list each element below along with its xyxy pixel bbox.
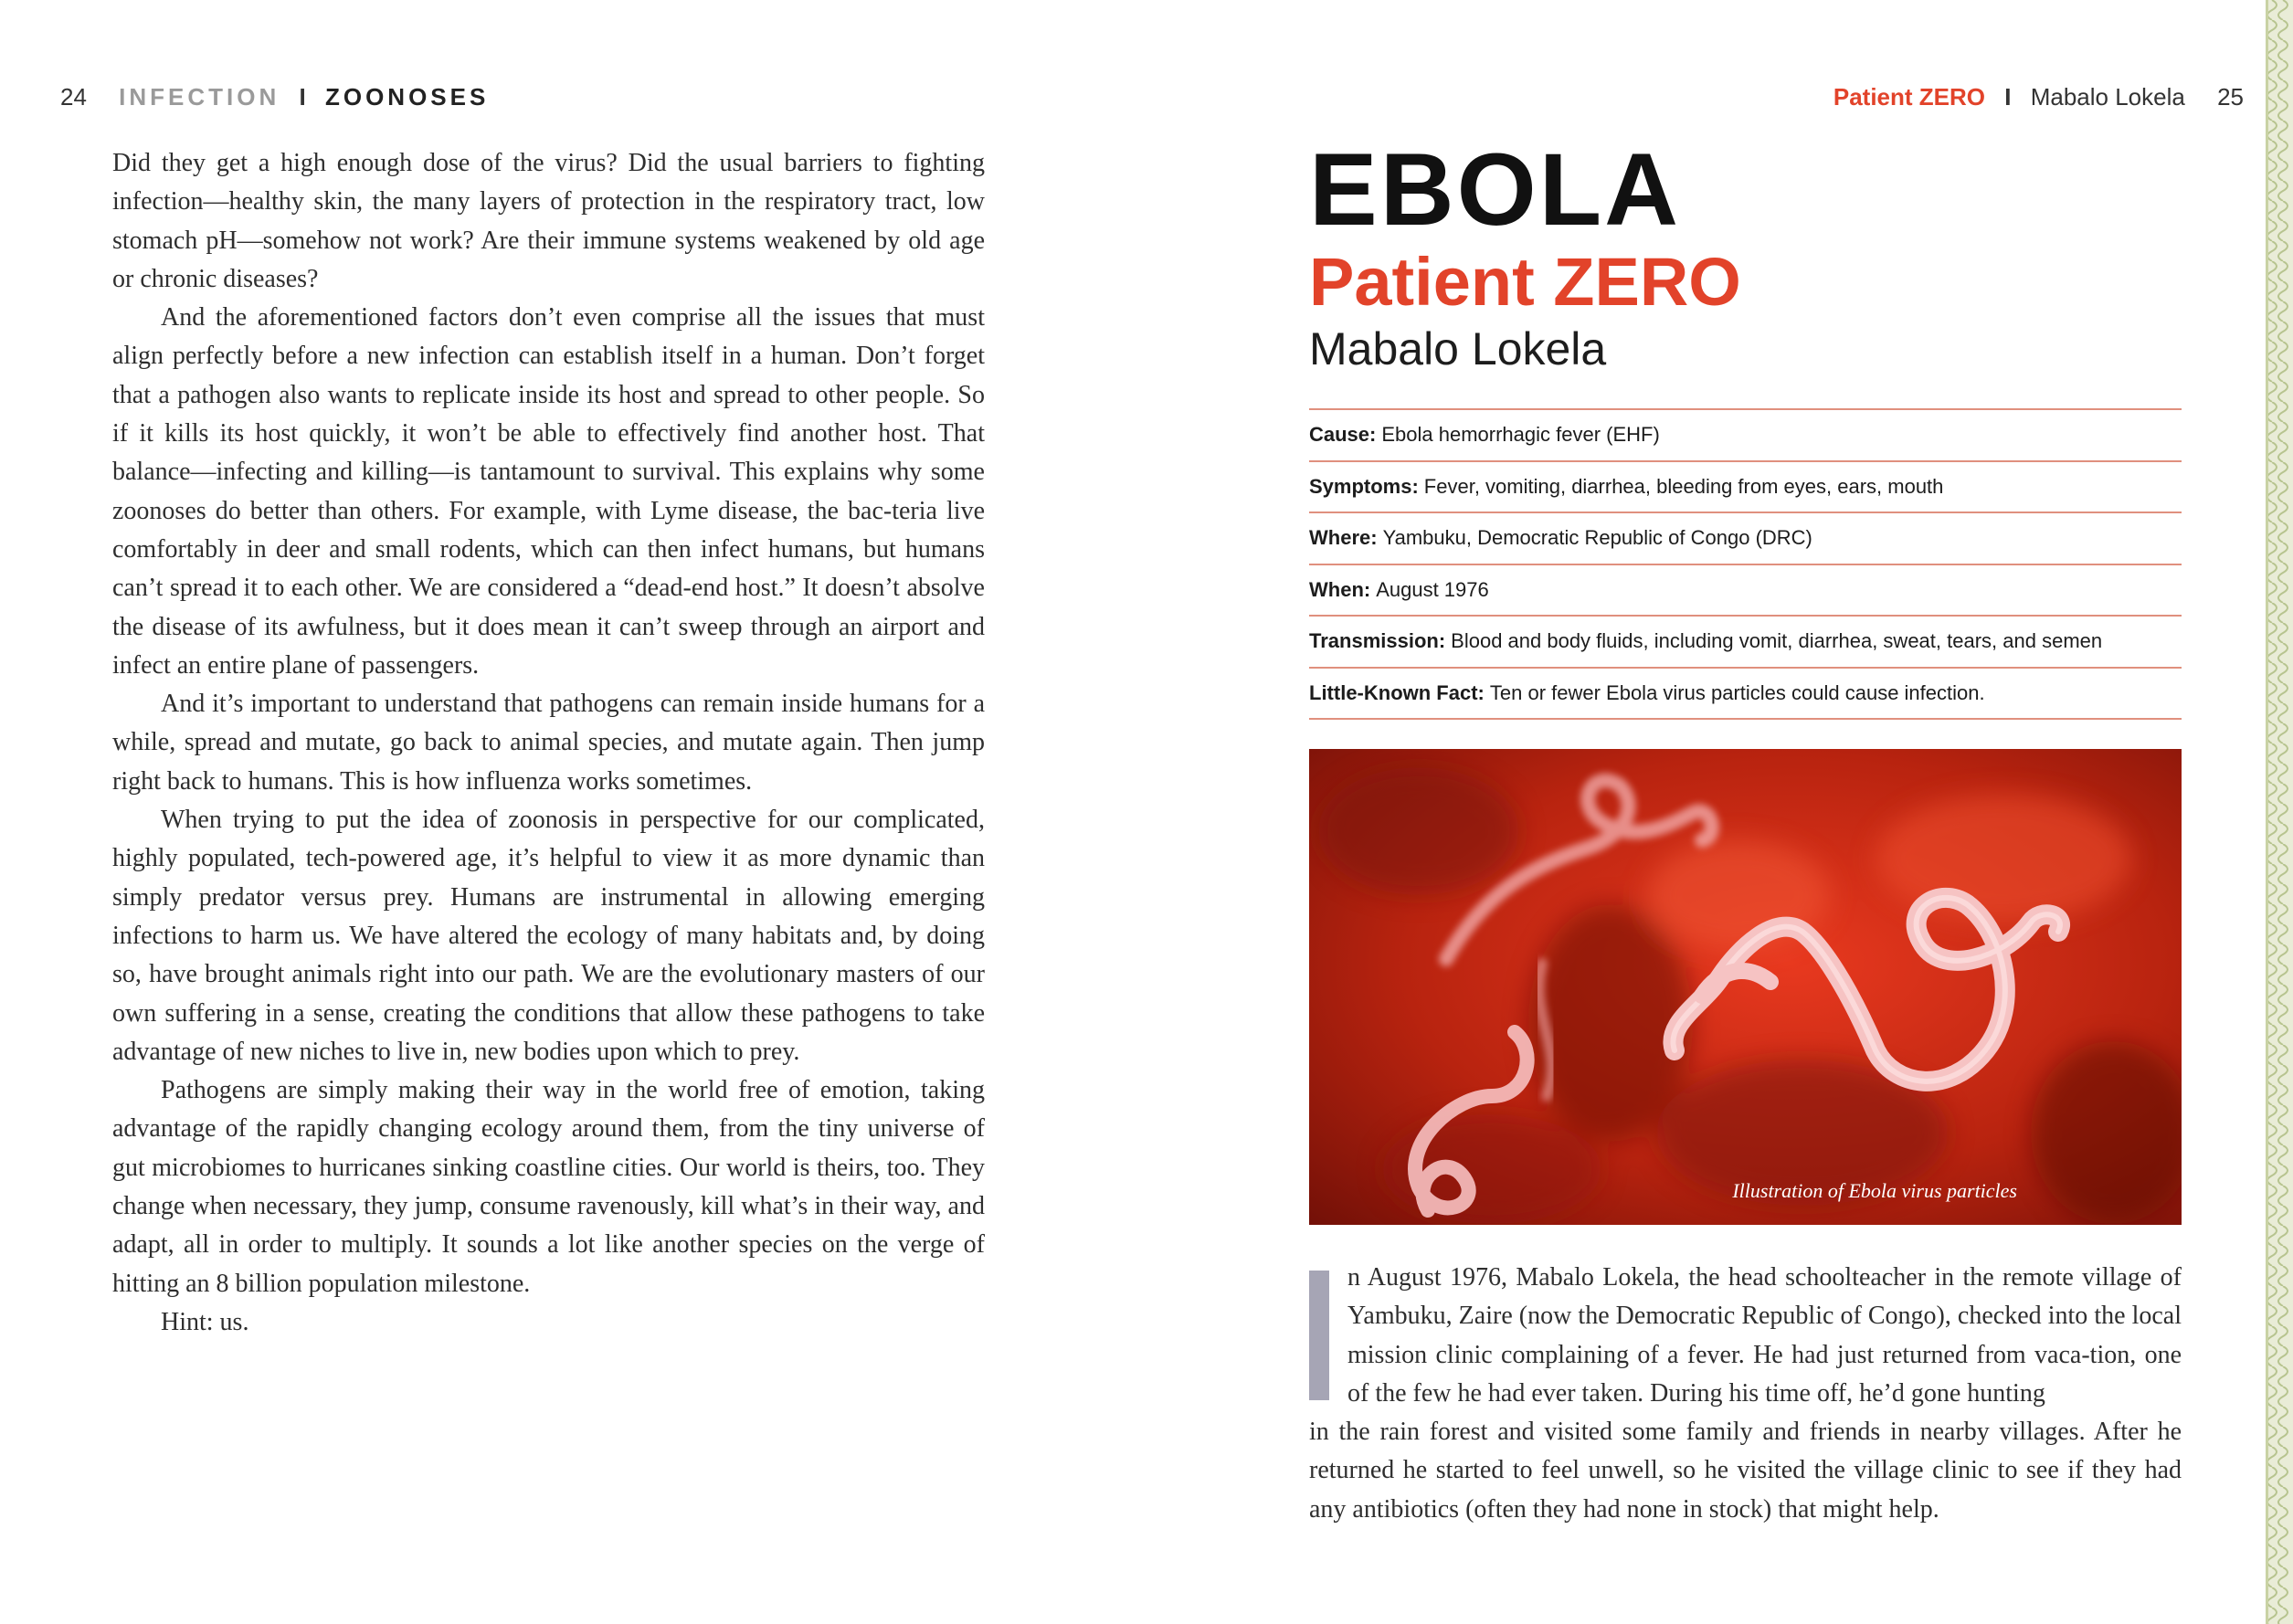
paragraph: Pathogens are simply making their way in the world free of emotion, taking advantage of the rapidly changing ecology around them, from the tiny universe of gut microbiomes to hurricanes sinking coastline cities. Our world is theirs, too. They change when necessary, they jump, consume ravenously, kill what’s in their way, and adapt, all in order to multiply. It sounds a lot like another species on the verge of hitting an 8 billion population milestone. <box>112 1076 985 1298</box>
fact-value: August 1976 <box>1376 577 1489 601</box>
paragraph: Did they get a high enough dose of the virus? Did the usual barriers to fighting infection—healthy skin, the many layers of protection in the respiratory tract, low stomach pH—somehow not work? Are their immune systems weakened by old age or chronic diseases? <box>112 149 985 293</box>
paragraph: Hint: us. <box>161 1307 249 1336</box>
fact-row-where <box>1309 513 2182 565</box>
page-number-right: 25 <box>2217 83 2244 111</box>
fact-value: Fever, vomiting, diarrhea, bleeding from eyes, ears, mouth <box>1423 474 1944 498</box>
fact-value: Blood and body fluids, including vomit, diarrhea, sweat, tears, and semen <box>1451 629 2103 653</box>
page-edge-decoration <box>2266 0 2293 1624</box>
page-title: EBOLA <box>1309 132 1681 247</box>
fact-box <box>1309 408 2182 720</box>
section-label: INFECTION <box>119 83 280 111</box>
runhead-separator: I <box>2004 83 2012 111</box>
left-body-text <box>112 144 985 1342</box>
paragraph: in the rain forest and visited some family and friends in nearby villages. After he returned he started to feel unwell, so he visited the village clinic to see if they had any antibiotics (often they had none in stock) that might help. <box>1309 1418 2182 1524</box>
fact-label: When: <box>1309 577 1371 601</box>
page-number-left: 24 <box>60 83 87 111</box>
ebola-virus-illustration <box>1309 749 2182 1225</box>
fact-value: Ebola hemorrhagic fever (EHF) <box>1381 423 1660 447</box>
drop-cap-bar <box>1309 1271 1329 1400</box>
paragraph: And the aforementioned factors don’t even comprise all the issues that must align perfectly before a new infection can establish itself in a human. Don’t forget that a pathogen also wants to replicate inside its host and spread to other people. So if it kills its host quickly, it won’t be able to effectively find another host. That balance—infecting and killing—is tantamount to survival. This explains why some zoonoses do better than others. For example, with Lyme disease, the bac-teria live comfortably in deer and small rodents, which can then infect humans, but humans can’t spread it to each other. We are considered a “dead-end host.” It doesn’t absolve the disease of its awfulness, but it does mean it can’t sweep through an airport and infect an entire plane of passengers. <box>112 303 985 680</box>
title-block <box>1309 132 1741 376</box>
paragraph: n August 1976, Mabalo Lokela, the head schoolteacher in the remote village of Yambuku, Zaire (now the Democratic Republic of Congo), checked into the local mission clinic complaining of a fever. He had just returned from vaca-tion, one of the few he had ever taken. During his time off, he’d gone hunting <box>1347 1263 2182 1408</box>
fact-row-when <box>1309 565 2182 617</box>
fact-label: Cause: <box>1309 423 1377 447</box>
page-subtitle: Patient ZERO <box>1309 244 1741 320</box>
runhead-separator: I <box>299 83 306 111</box>
fact-row-transmission <box>1309 617 2182 669</box>
running-head-right <box>1833 82 2244 111</box>
image-caption: Illustration of Ebola virus particles <box>1732 1179 2017 1202</box>
fact-row-little-known-fact <box>1309 669 2182 721</box>
fact-value: Ten or fewer Ebola virus particles could cause infection. <box>1489 680 1985 704</box>
wave-pattern <box>2268 0 2293 1624</box>
fact-label: Where: <box>1309 526 1378 550</box>
patient-name: Mabalo Lokela <box>1309 323 1607 374</box>
paragraph: And it’s important to understand that pathogens can remain inside humans for a while, spread and mutate, go back to animal species, and mutate again. Then jump right back to humans. This is how influenza works sometimes. <box>112 690 985 796</box>
fact-row-symptoms <box>1309 462 2182 514</box>
paragraph: When trying to put the idea of zoonosis in perspective for our complicated, highly populated, tech-powered age, it’s helpful to view it as more dynamic than simply predator versus prey. Humans are instrumental in allowing emerging infections to harm us. We have altered the ecology of many habitats and, by doing so, have brought animals right into our path. We are the evolutionary masters of our own suffering in a sense, creating the conditions that allow these pathogens to take advantage of new niches to live in, new bodies upon which to prey. <box>112 806 985 1066</box>
right-page <box>1146 0 2293 1624</box>
fact-value: Yambuku, Democratic Republic of Congo (DRC) <box>1382 526 1812 550</box>
chapter-label: ZOONOSES <box>324 83 490 111</box>
fact-row-cause <box>1309 410 2182 462</box>
fact-label: Symptoms: <box>1309 474 1419 498</box>
virus-image <box>1309 749 2182 1225</box>
runhead-name: Mabalo Lokela <box>2030 83 2185 111</box>
story-text-indented <box>1347 1259 2182 1413</box>
left-page <box>0 0 1146 1624</box>
fact-label: Transmission: <box>1309 629 1446 653</box>
story-text-full <box>1309 1413 2182 1529</box>
runhead-patient-zero: Patient ZERO <box>1833 83 1986 111</box>
fact-label: Little-Known Fact: <box>1309 680 1485 704</box>
running-head-left <box>60 82 489 111</box>
